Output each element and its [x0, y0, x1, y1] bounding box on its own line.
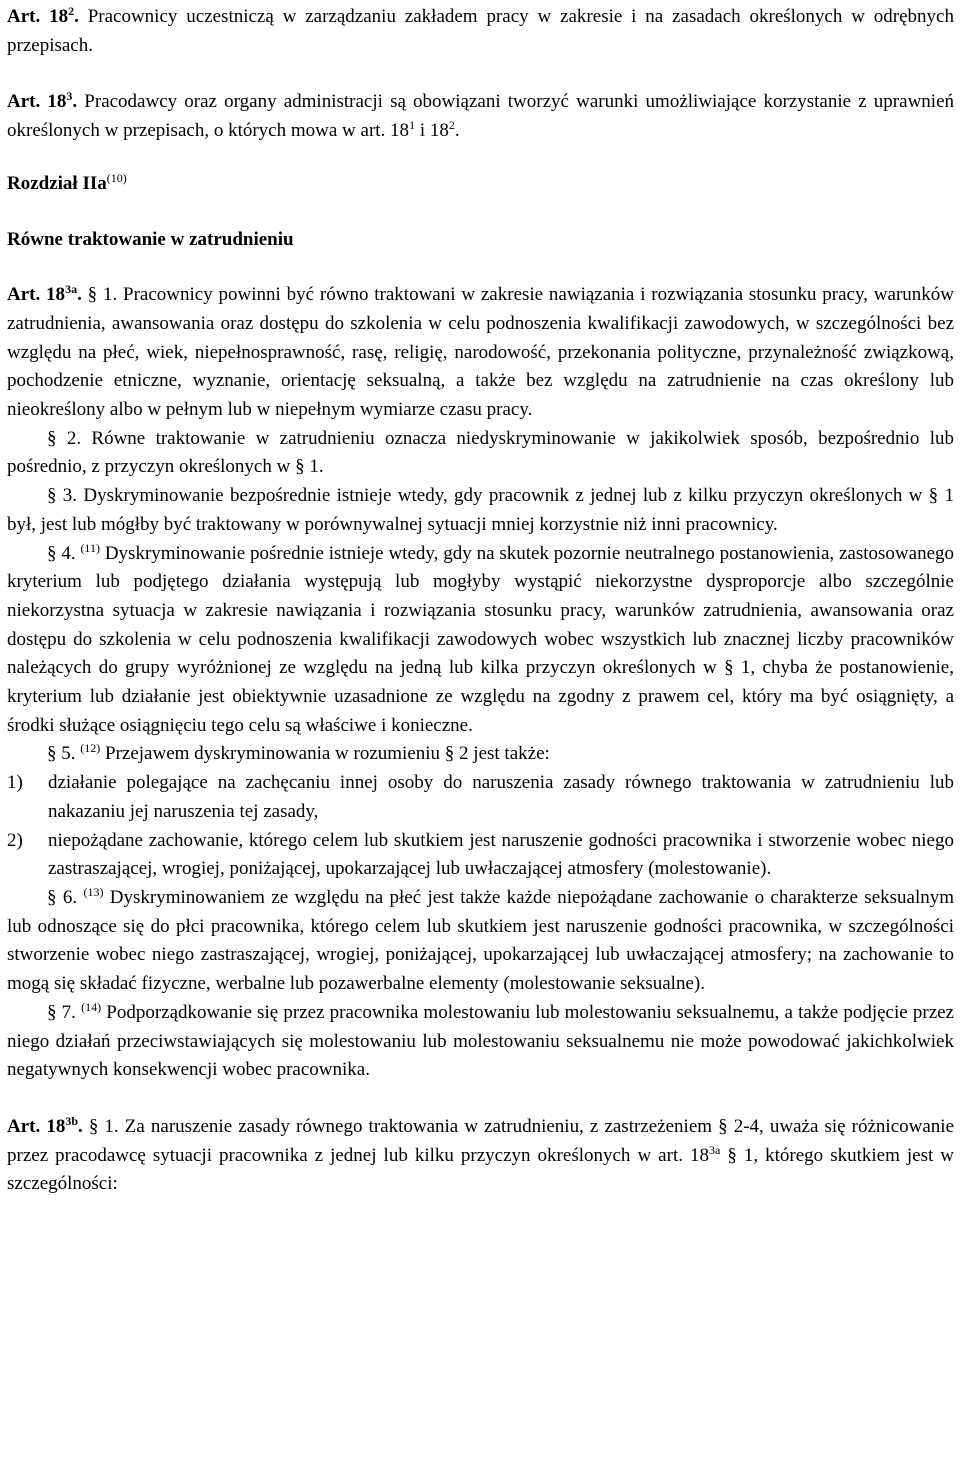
- chapter-subtitle: Równe traktowanie w zatrudnieniu: [7, 228, 294, 250]
- article-18-3a-par-2: § 2. Równe traktowanie w zatrudnieniu oznacza niedyskryminowanie w jakikolwiek sposób, bezpośrednio lub pośrednio, z przyczyn określonych w § 1.: [7, 427, 954, 478]
- article-18-3a-par-3: § 3. Dyskryminowanie bezpośrednie istnieje wtedy, gdy pracownik z jednej lub z kilku przyczyn określonych w § 1 był, jest lub mógłby być traktowany w porównywalnej sytuacji mniej korzystnie niż inni pracownicy.: [7, 485, 954, 535]
- article-18-3a-par-5: § 5. $^{(12)}$ Przejawem dyskryminowania w rozumieniu § 2 jest także:: [47, 741, 550, 765]
- article-text: Pracownicy uczestniczą w zarządzaniu zakładem pracy w zakresie i na zasadach określonych w odrębnych przepisach.: [7, 6, 954, 56]
- list-item: 2) niepożądane zachowanie, którego celem lub skutkiem jest naruszenie godności pracownika i stworzenie wobec niego zastraszającej, wrogiej, poniżającej, upokarzającej lub uwłaczającej atmosfery (molestowanie).: [7, 829, 954, 880]
- article-18-3a-par-7: § 7. $^{(14)}$ Podporządkowanie się przez pracownika molestowaniu lub molestowaniu seksualnemu, a także podjęcie przez niego działań przeciwstawiających się molestowaniu lub molestowaniu seksualnemu nie może powodować jakichkolwiek negatywnych konsekwencji wobec pracownika.: [7, 999, 954, 1081]
- article-label: Art. $18^3$.: [7, 89, 78, 113]
- article-18-3a-par-1: Art. $18^{3a}$. § 1. Pracownicy powinni być równo traktowani w zakresie nawiązania i rozwiązania stosunku pracy, warunków zatrudnienia, awansowania oraz dostępu do szkolenia w celu podnoszenia kwalifikacji zawodowych, w szczególności bez względu na płeć, wiek, niepełnosprawność, rasę, religię, narodowość, przekonania polityczne, przynależność związkową, pochodzenie etniczne, wyznanie, orientację seksualną, a także bez względu na zatrudnienie na czas określony lub nieokreślony albo w pełnym lub w niepełnym wymiarze czasu pracy.: [7, 282, 954, 421]
- article-18-3b-par-1: Art. $18^{3b}$. § 1. Za naruszenie zasady równego traktowania w zatrudnieniu, z zastrzeżeniem § 2-4, uważa się różnicowanie przez pracodawcę sytuacji pracownika z jednej lub kilku przyczyn określonych w art. $18^{3a}$ § 1, którego skutkiem jest w szczególności:: [7, 1113, 955, 1195]
- list-item: 1) działanie polegające na zachęcaniu innej osoby do naruszenia zasady równego traktowania w zatrudnieniu lub nakazaniu jej naruszenia tej zasady,: [7, 772, 954, 822]
- article-18-3: Art. $18^3$. Pracodawcy oraz organy administracji są obowiązani tworzyć warunki umożliwiające korzystanie z uprawnień określonych w przepisach, o których mowa w art. $18^1$ i $18^2$.: [7, 89, 954, 142]
- article-18-3a-par-6: § 6. $^{(13)}$ Dyskryminowaniem ze względu na płeć jest także każde niepożądane zachowanie o charakterze seksualnym lub odnoszące się do płci pracownika, którego celem lub skutkiem jest naruszenie godności pracownika, w szczególności stworzenie wobec niego zastraszającej, wrogiej, poniżającej, upokarzającej lub uwłaczającej atmosfery; na zachowanie to mogą się składać fizyczne, werbalne lub pozawerbalne elementy (molestowanie seksualne).: [7, 884, 955, 995]
- article-label: Art. $18^2$.: [7, 4, 79, 27]
- article-18-2: [7, 3, 954, 60]
- chapter-title: Rozdział IIa$^{(10)}$: [7, 170, 127, 194]
- article-label: Art. $18^{3b}$.: [7, 1113, 83, 1137]
- article-18-3a-par-4: § 4. $^{(11)}$ Dyskryminowanie pośrednie istnieje wtedy, gdy na skutek pozornie neutralnego postanowienia, zastosowanego kryterium lub podjętego działania występują lub mogłyby wystąpić niekorzystne dysproporcje albo szczególnie niekorzystna sytuacja w zakresie nawiązania i rozwiązania stosunku pracy, warunków zatrudnienia, awansowania oraz dostępu do szkolenia w celu podnoszenia kwalifikacji zawodowych wobec wszystkich lub znacznej liczby pracowników należących do grupy wyróżnionej ze względu na jedną lub kilka przyczyn określonych w § 1, chyba że postanowienie, kryterium lub działanie jest obiektywnie uzasadnione ze względu na zgodny z prawem cel, który ma być osiągnięty, a środki służące osiągnięciu tego celu są właściwe i konieczne.: [7, 540, 954, 736]
- article-label: Art. $18^{3a}$.: [7, 282, 82, 306]
